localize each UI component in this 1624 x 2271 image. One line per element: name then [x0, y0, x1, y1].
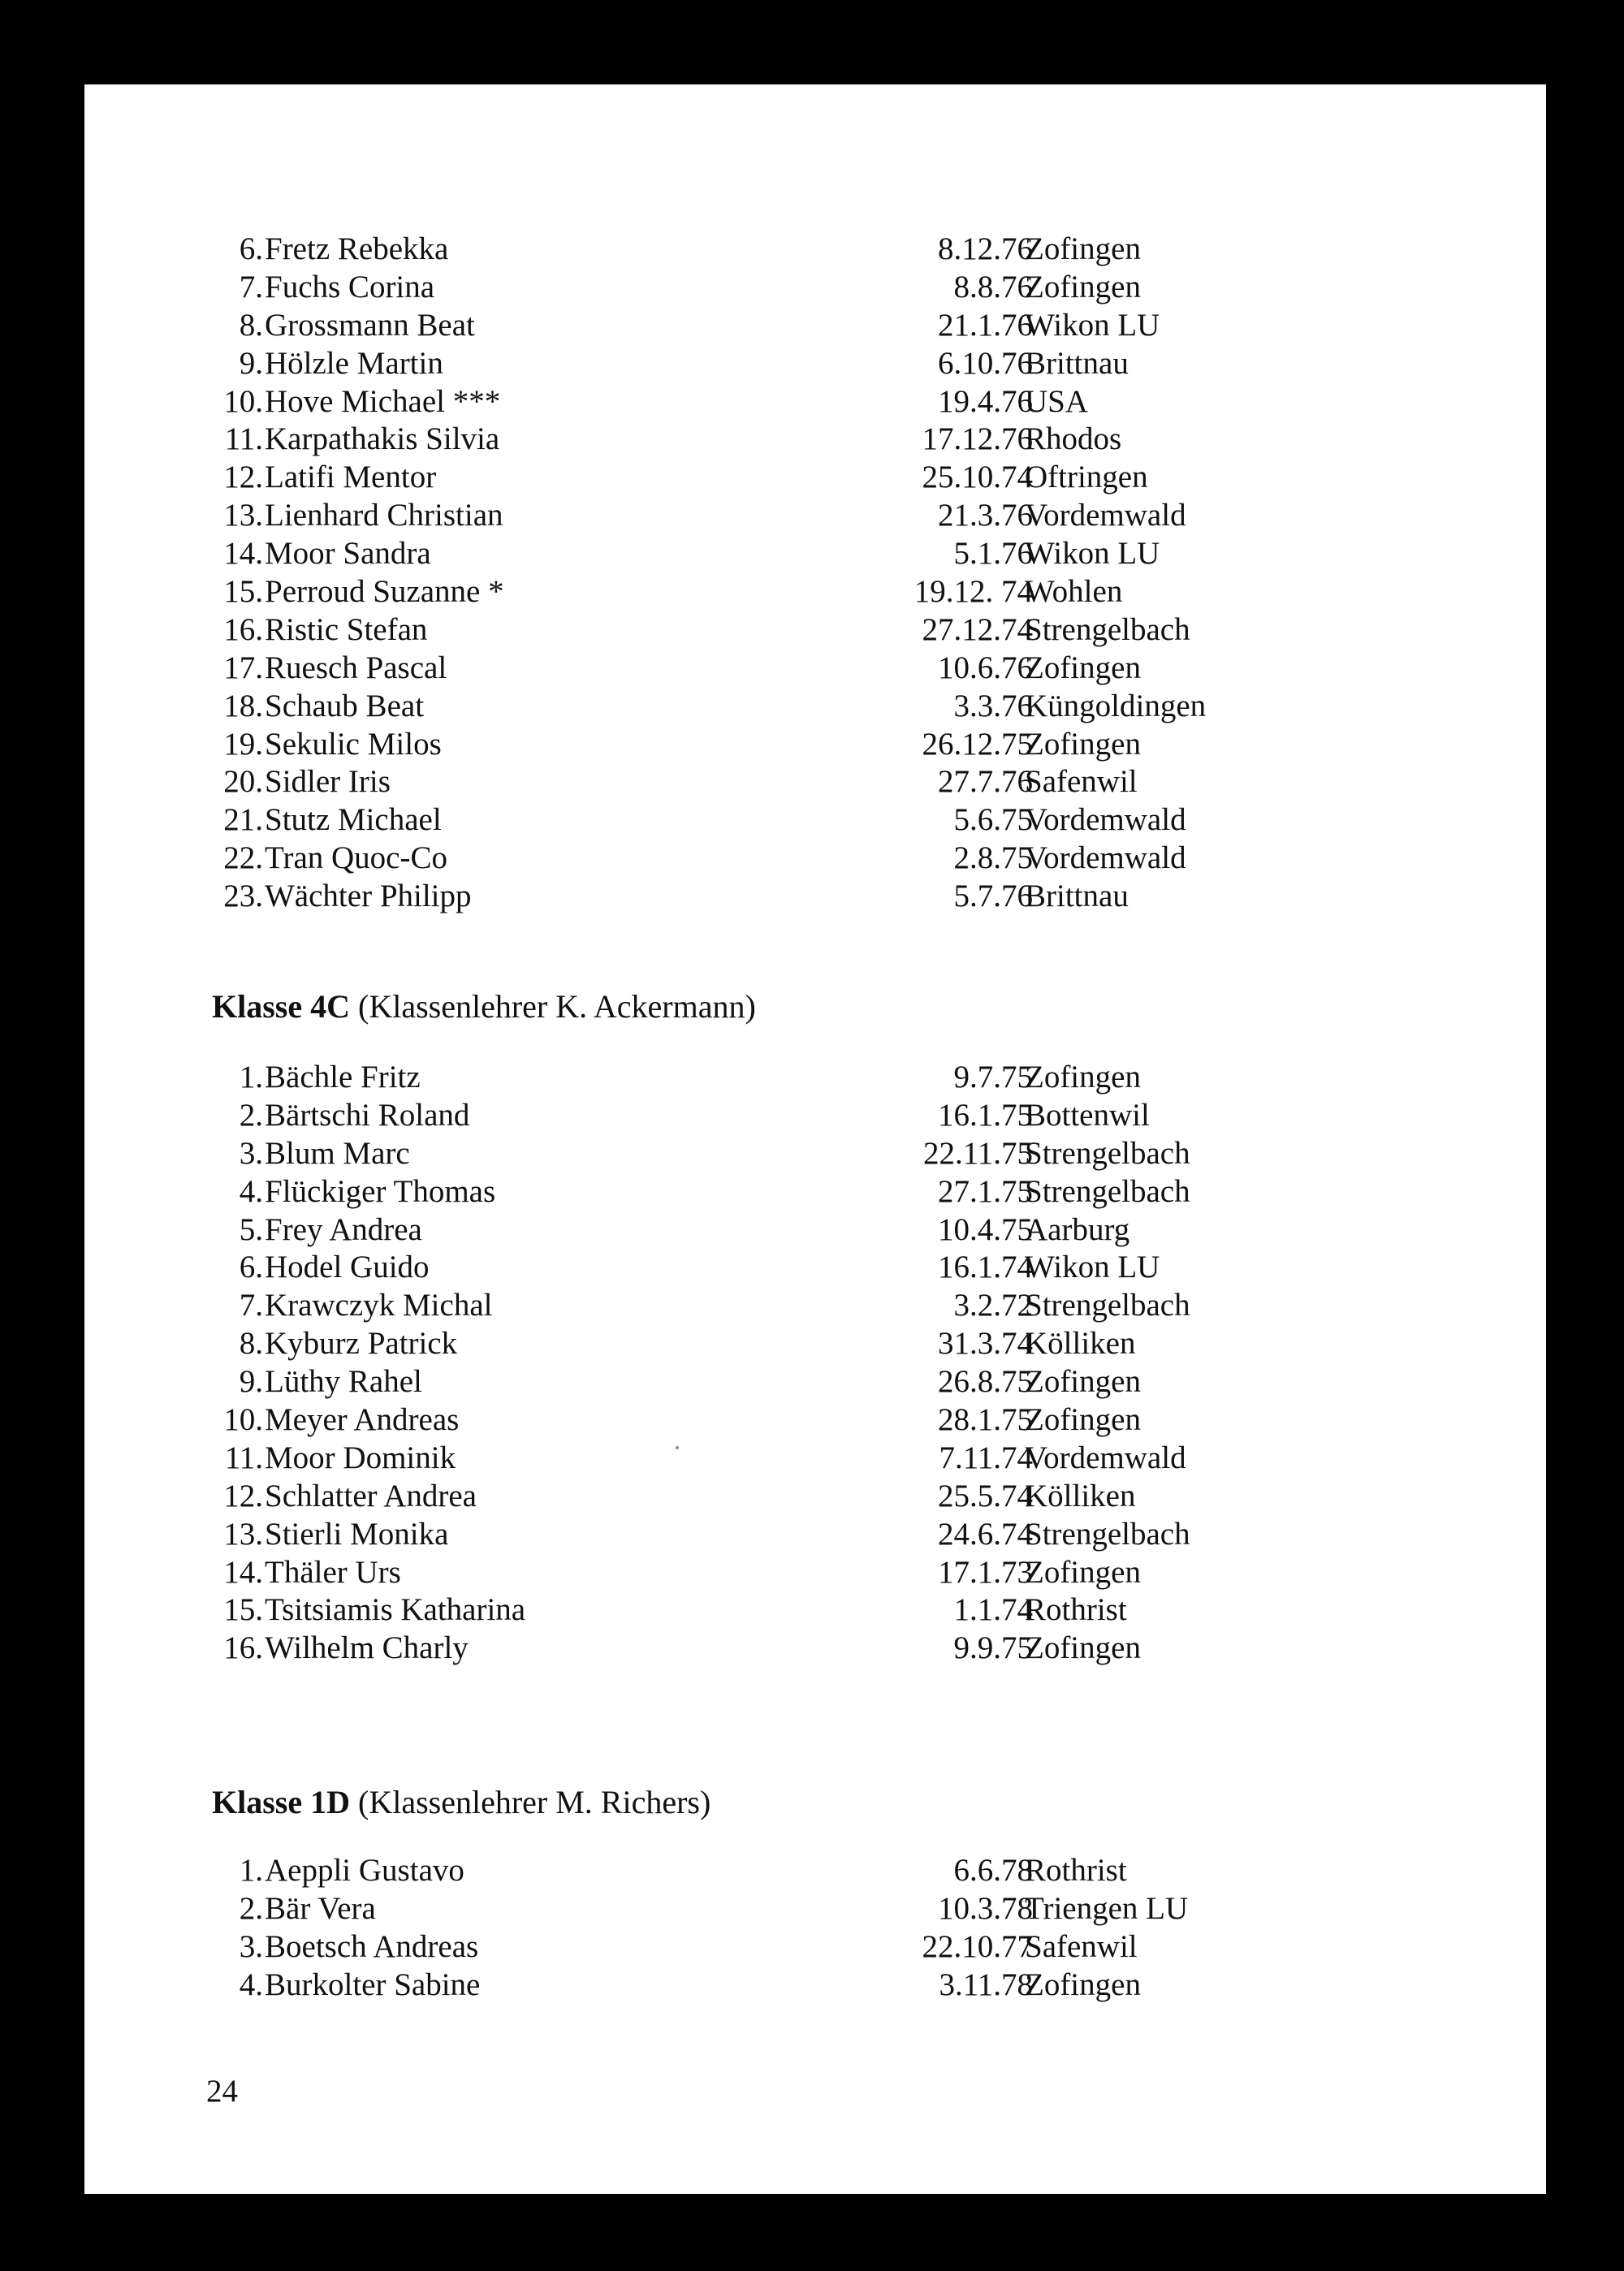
- table-row: [84, 1890, 1546, 1928]
- home-place: Zofingen: [1025, 1554, 1141, 1590]
- birth-date: 26.12.75: [922, 726, 1033, 762]
- class-1d-heading: [212, 1783, 710, 1822]
- birth-date: 5.7.76: [953, 879, 1033, 914]
- table-row: [84, 1173, 1546, 1211]
- class-4c-title: Klasse 4C: [212, 988, 350, 1025]
- table-row: [84, 231, 1546, 269]
- home-place: Rothrist: [1025, 1592, 1127, 1628]
- table-row: [84, 535, 1546, 573]
- birth-date: 8.8.76: [953, 269, 1033, 304]
- table-row: [84, 878, 1546, 916]
- table-row: [84, 307, 1546, 345]
- student-name: Burkolter Sabine: [265, 1967, 481, 2002]
- table-row: [84, 801, 1546, 840]
- row-number: 10.: [223, 1402, 263, 1438]
- student-name: Wächter Philipp: [265, 879, 472, 914]
- student-name: Latifi Mentor: [265, 460, 437, 495]
- student-name: Stutz Michael: [265, 802, 442, 838]
- student-name: Ristic Stefan: [265, 611, 428, 647]
- home-place: Oftringen: [1025, 460, 1148, 495]
- birth-date: 24.6.74: [938, 1516, 1033, 1552]
- birth-date: 19.12. 74: [914, 574, 1033, 610]
- scan-speck: [676, 1446, 679, 1449]
- home-place: Wikon LU: [1025, 1250, 1160, 1285]
- home-place: Strengelbach: [1025, 1516, 1190, 1552]
- table-row: [84, 1249, 1546, 1287]
- birth-date: 3.2.72: [953, 1288, 1033, 1323]
- student-name: Moor Dominik: [265, 1440, 456, 1475]
- row-number: 12.: [223, 460, 263, 495]
- student-name: Kyburz Patrick: [265, 1326, 458, 1362]
- home-place: Vordemwald: [1025, 802, 1186, 838]
- birth-date: 1.1.74: [953, 1592, 1033, 1628]
- student-name: Hodel Guido: [265, 1250, 430, 1285]
- student-name: Ruesch Pascal: [265, 650, 447, 685]
- table-row: [84, 383, 1546, 421]
- row-number: 15.: [223, 574, 263, 610]
- row-number: 9.: [239, 345, 263, 381]
- student-name: Thäler Urs: [265, 1554, 401, 1590]
- birth-date: 25.5.74: [938, 1478, 1033, 1513]
- student-name: Flückiger Thomas: [265, 1173, 496, 1209]
- row-number: 15.: [223, 1592, 263, 1628]
- home-place: Strengelbach: [1025, 611, 1190, 647]
- student-name: Perroud Suzanne *: [265, 574, 504, 610]
- table-row: [84, 1287, 1546, 1325]
- row-number: 17.: [223, 650, 263, 685]
- row-number: 9.: [239, 1364, 263, 1400]
- home-place: Safenwil: [1025, 1928, 1138, 1964]
- home-place: Rhodos: [1025, 421, 1122, 457]
- birth-date: 27.1.75: [938, 1173, 1033, 1209]
- student-name: Hove Michael ***: [265, 383, 501, 419]
- birth-date: 10.6.76: [938, 650, 1033, 685]
- student-name: Schlatter Andrea: [265, 1478, 477, 1513]
- home-place: Vordemwald: [1025, 1440, 1186, 1475]
- birth-date: 31.3.74: [938, 1326, 1033, 1362]
- row-number: 14.: [223, 1554, 263, 1590]
- birth-date: 5.6.75: [953, 802, 1033, 838]
- student-name: Bärtschi Roland: [265, 1097, 470, 1133]
- class-4c-student-list: [84, 1059, 1546, 1668]
- student-name: Bächle Fritz: [265, 1060, 421, 1094]
- row-number: 5.: [239, 1211, 263, 1247]
- document-page: [84, 84, 1546, 2194]
- table-row: [84, 1059, 1546, 1097]
- page-number: 24: [206, 2074, 238, 2109]
- birth-date: 26.8.75: [938, 1364, 1033, 1400]
- home-place: Wohlen: [1025, 574, 1123, 610]
- row-number: 23.: [223, 879, 263, 914]
- class-1d-title: Klasse 1D: [212, 1784, 350, 1820]
- class-1d-teacher: (Klassenlehrer M. Richers): [358, 1784, 711, 1820]
- student-name: Blum Marc: [265, 1135, 410, 1171]
- table-row: [84, 345, 1546, 383]
- row-number: 3.: [239, 1135, 263, 1171]
- row-number: 16.: [223, 1630, 263, 1666]
- home-place: Safenwil: [1025, 764, 1138, 800]
- student-name: Boetsch Andreas: [265, 1928, 479, 1964]
- student-name: Lüthy Rahel: [265, 1364, 422, 1400]
- birth-date: 2.8.75: [953, 840, 1033, 876]
- student-name: Grossmann Beat: [265, 307, 475, 343]
- birth-date: 27.7.76: [938, 764, 1033, 800]
- birth-date: 22.10.77: [922, 1928, 1033, 1964]
- student-name: Aeppli Gustavo: [265, 1853, 464, 1888]
- row-number: 11.: [224, 1440, 263, 1475]
- table-row: [84, 1363, 1546, 1401]
- student-name: Sidler Iris: [265, 764, 391, 800]
- birth-date: 3.11.78: [939, 1967, 1033, 2002]
- class-4c-heading: [212, 987, 756, 1026]
- class-1d-student-list: [84, 1852, 1546, 2005]
- birth-date: 6.10.76: [938, 345, 1033, 381]
- home-place: Zofingen: [1025, 231, 1141, 266]
- birth-date: 10.3.78: [938, 1890, 1033, 1926]
- home-place: Wikon LU: [1025, 536, 1160, 572]
- table-row: [84, 1478, 1546, 1516]
- table-row: [84, 573, 1546, 611]
- row-number: 18.: [223, 688, 263, 723]
- home-place: Kölliken: [1025, 1326, 1136, 1362]
- birth-date: 6.6.78: [953, 1853, 1033, 1888]
- birth-date: 17.1.73: [938, 1554, 1033, 1590]
- row-number: 10.: [223, 383, 263, 419]
- student-name: Frey Andrea: [265, 1211, 422, 1247]
- birth-date: 27.12.74: [922, 611, 1033, 647]
- row-number: 16.: [223, 611, 263, 647]
- class-4c-teacher: (Klassenlehrer K. Ackermann): [358, 988, 756, 1025]
- student-name: Schaub Beat: [265, 688, 425, 723]
- row-number: 22.: [223, 840, 263, 876]
- home-place: Rothrist: [1025, 1853, 1127, 1888]
- home-place: Zofingen: [1025, 726, 1141, 762]
- row-number: 6.: [239, 231, 263, 266]
- table-row: [84, 421, 1546, 459]
- birth-date: 28.1.75: [938, 1402, 1033, 1438]
- student-name: Moor Sandra: [265, 536, 431, 572]
- row-number: 8.: [239, 307, 263, 343]
- table-row: [84, 1852, 1546, 1890]
- table-row: [84, 840, 1546, 878]
- student-name: Meyer Andreas: [265, 1402, 460, 1438]
- table-row: [84, 1135, 1546, 1173]
- table-row: [84, 1325, 1546, 1363]
- row-number: 13.: [223, 498, 263, 533]
- table-row: [84, 1591, 1546, 1630]
- row-number: 20.: [223, 764, 263, 800]
- student-name: Stierli Monika: [265, 1516, 449, 1552]
- student-name: Tsitsiamis Katharina: [265, 1592, 526, 1628]
- student-name: Lienhard Christian: [265, 498, 503, 533]
- row-number: 14.: [223, 536, 263, 572]
- birth-date: 3.3.76: [953, 688, 1033, 723]
- table-row: [84, 459, 1546, 497]
- birth-date: 17.12.76: [922, 421, 1033, 457]
- student-name: Wilhelm Charly: [265, 1630, 469, 1666]
- home-place: Zofingen: [1025, 1967, 1141, 2002]
- table-row: [84, 497, 1546, 535]
- home-place: Vordemwald: [1025, 840, 1186, 876]
- home-place: USA: [1025, 383, 1089, 419]
- row-number: 21.: [223, 802, 263, 838]
- row-number: 1.: [239, 1853, 263, 1888]
- row-number: 7.: [239, 269, 263, 304]
- student-name: Fretz Rebekka: [265, 231, 449, 266]
- home-place: Strengelbach: [1025, 1288, 1190, 1323]
- home-place: Brittnau: [1025, 345, 1129, 381]
- birth-date: 19.4.76: [938, 383, 1033, 419]
- row-number: 7.: [239, 1288, 263, 1323]
- home-place: Zofingen: [1025, 650, 1141, 685]
- home-place: Aarburg: [1025, 1211, 1130, 1247]
- table-row: [84, 1928, 1546, 1967]
- student-name: Krawczyk Michal: [265, 1288, 493, 1323]
- birth-date: 16.1.74: [938, 1250, 1033, 1285]
- row-number: 6.: [239, 1250, 263, 1285]
- row-number: 8.: [239, 1326, 263, 1362]
- table-row: [84, 1516, 1546, 1554]
- student-list-continued: [84, 231, 1546, 916]
- table-row: [84, 726, 1546, 764]
- table-row: [84, 1554, 1546, 1592]
- row-number: 4.: [239, 1967, 263, 2002]
- student-name: Bär Vera: [265, 1890, 376, 1926]
- student-name: Karpathakis Silvia: [265, 421, 500, 457]
- row-number: 12.: [223, 1478, 263, 1513]
- table-row: [84, 269, 1546, 307]
- table-row: [84, 650, 1546, 688]
- row-number: 2.: [239, 1097, 263, 1133]
- student-name: Sekulic Milos: [265, 726, 442, 762]
- student-name: Hölzle Martin: [265, 345, 443, 381]
- birth-date: 5.1.76: [953, 536, 1033, 572]
- student-name: Tran Quoc-Co: [265, 840, 447, 876]
- row-number: 3.: [239, 1928, 263, 1964]
- table-row: [84, 763, 1546, 801]
- home-place: Brittnau: [1025, 879, 1129, 914]
- home-place: Zofingen: [1025, 269, 1141, 304]
- birth-date: 8.12.76: [938, 231, 1033, 266]
- table-row: [84, 688, 1546, 726]
- home-place: Kölliken: [1025, 1478, 1136, 1513]
- home-place: Vordemwald: [1025, 498, 1186, 533]
- birth-date: 25.10.74: [922, 460, 1033, 495]
- table-row: [84, 611, 1546, 650]
- row-number: 2.: [239, 1890, 263, 1926]
- home-place: Bottenwil: [1025, 1097, 1150, 1133]
- home-place: Wikon LU: [1025, 307, 1160, 343]
- student-name: Fuchs Corina: [265, 269, 435, 304]
- birth-date: 7.11.74: [939, 1440, 1033, 1475]
- table-row: [84, 1401, 1546, 1440]
- table-row: [84, 1967, 1546, 2005]
- table-row: [84, 1440, 1546, 1478]
- row-number: 11.: [224, 421, 263, 457]
- table-row: [84, 1211, 1546, 1250]
- home-place: Triengen LU: [1025, 1890, 1189, 1926]
- home-place: Zofingen: [1025, 1364, 1141, 1400]
- home-place: Zofingen: [1025, 1060, 1141, 1094]
- birth-date: 9.9.75: [953, 1630, 1033, 1666]
- row-number: 4.: [239, 1173, 263, 1209]
- birth-date: 16.1.75: [938, 1097, 1033, 1133]
- table-row: [84, 1097, 1546, 1135]
- birth-date: 21.3.76: [938, 498, 1033, 533]
- birth-date: 22.11.75: [922, 1135, 1033, 1171]
- table-row: [84, 1630, 1546, 1668]
- birth-date: 21.1.76: [938, 307, 1033, 343]
- home-place: Zofingen: [1025, 1630, 1141, 1666]
- row-number: 19.: [223, 726, 263, 762]
- birth-date: 9.7.75: [953, 1060, 1033, 1094]
- home-place: Zofingen: [1025, 1402, 1141, 1438]
- row-number: 1.: [239, 1060, 263, 1094]
- birth-date: 10.4.75: [938, 1211, 1033, 1247]
- home-place: Küngoldingen: [1025, 688, 1207, 723]
- home-place: Strengelbach: [1025, 1135, 1190, 1171]
- row-number: 13.: [223, 1516, 263, 1552]
- home-place: Strengelbach: [1025, 1173, 1190, 1209]
